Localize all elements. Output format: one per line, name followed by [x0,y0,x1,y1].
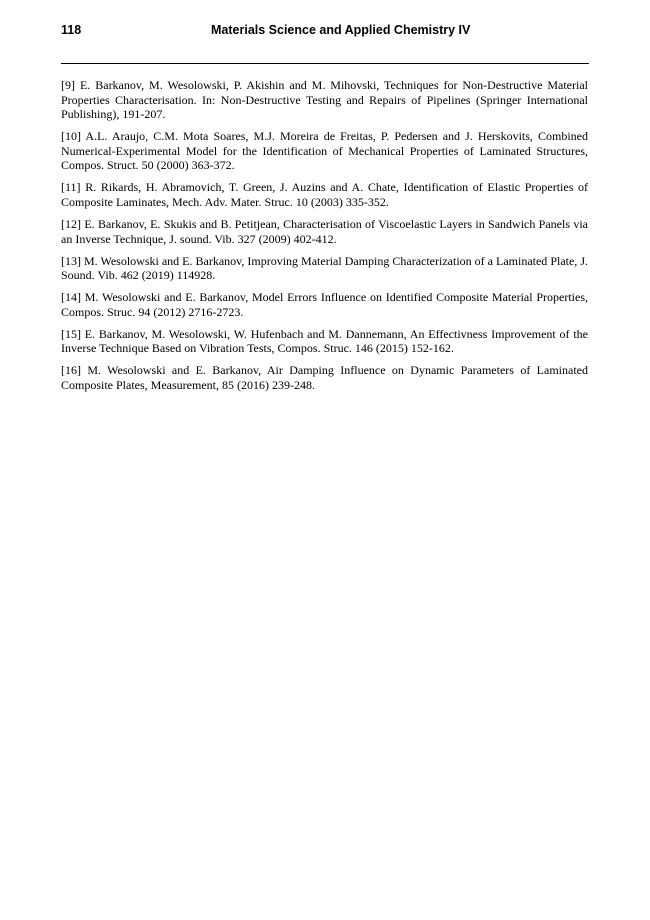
reference-list [61,78,588,400]
reference-item: [14] M. Wesolowski and E. Barkanov, Model Errors Influence on Identified Composite Material Properties, Compos. Struc. 94 (2012) 2716-2723. [61,290,588,319]
reference-item: [13] M. Wesolowski and E. Barkanov, Improving Material Damping Characterization of a Laminated Plate, J. Sound. Vib. 462 (2019) 114928. [61,253,588,283]
reference-item: [10] A.L. Araujo, C.M. Mota Soares, M.J. Moreira de Freitas, P. Pedersen and J. Herskovits, Combined Numerical-Experimental Model for the Identification of Mechanical Properties of Laminated Structures, Compos. Struct. 50 (2000) 363-372. [61,129,588,173]
reference-item: [12] E. Barkanov, E. Skukis and B. Petitjean, Characterisation of Viscoelastic Layers in Sandwich Panels via an Inverse Technique, J. sound. Vib. 327 (2009) 402-412. [61,216,588,246]
reference-item: [9] E. Barkanov, M. Wesolowski, P. Akishin and M. Mihovski, Techniques for Non-Destructive Material Properties Characterisation. In: Non-Destructive Testing and Repairs of Pipelines (Springer International Publishing), 191-207. [61,78,588,122]
reference-item: [11] R. Rikards, H. Abramovich, T. Green, J. Auzins and A. Chate, Identification of Elastic Properties of Composite Laminates, Mech. Adv. Mater. Struc. 10 (2003) 335-352. [61,180,588,209]
reference-item: [15] E. Barkanov, M. Wesolowski, W. Hufenbach and M. Dannemann, An Effectivness Improvement of the Inverse Technique Based on Vibration Tests, Compos. Struc. 146 (2015) 152-162. [61,326,588,356]
page-number: 118 [61,23,82,37]
reference-item: [16] M. Wesolowski and E. Barkanov, Air Damping Influence on Dynamic Parameters of Laminated Composite Plates, Measurement, 85 (2016) 239-248. [61,363,588,392]
page-header [61,23,589,43]
header-divider [61,63,589,64]
running-title: Materials Science and Applied Chemistry IV [211,23,471,37]
